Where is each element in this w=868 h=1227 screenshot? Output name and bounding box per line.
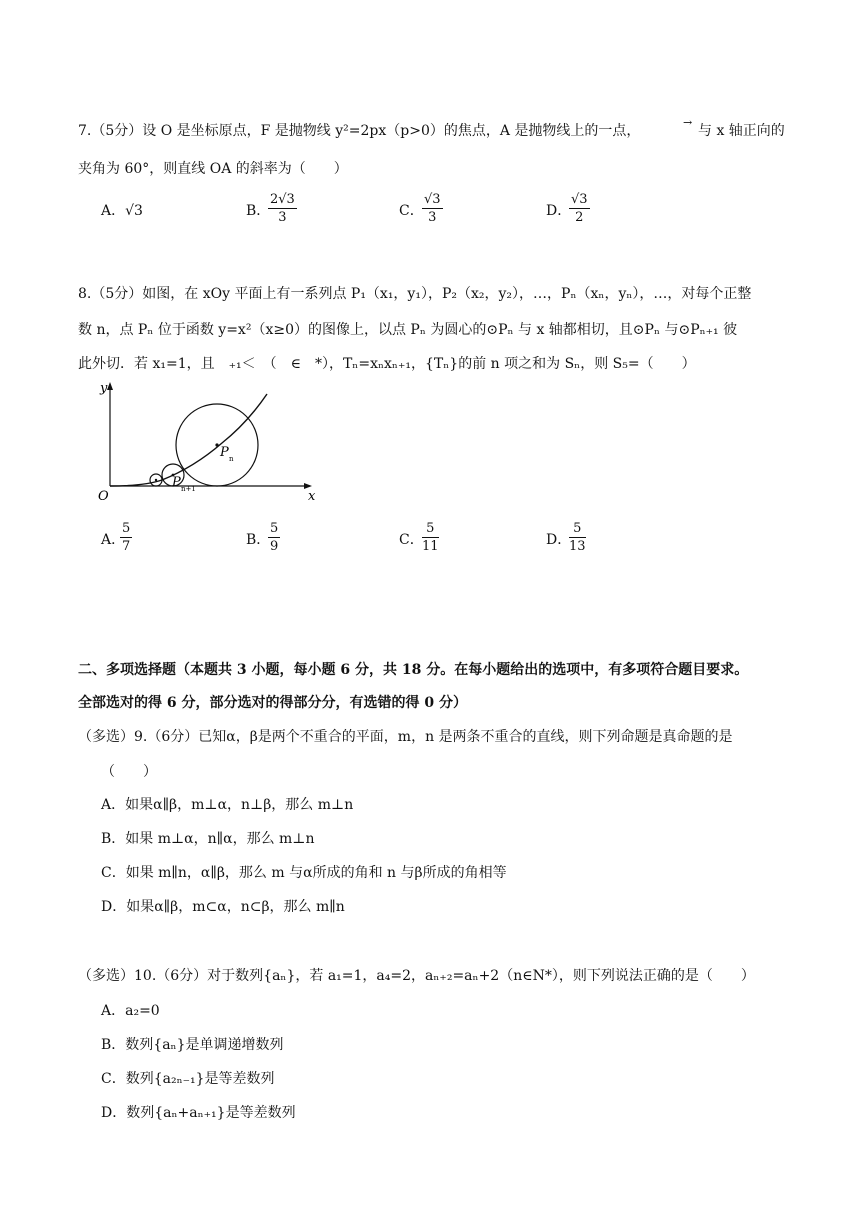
q8-option-a-denominator: 7 (122, 539, 131, 554)
q7-vector-arrow: → (683, 116, 693, 129)
q8-option-a-numerator: 5 (122, 521, 131, 536)
q7-option-a-label: A． (101, 203, 126, 219)
q10-option-b[interactable]: B．数列{aₙ}是单调递增数列 (101, 1037, 284, 1053)
y-axis-arrow (107, 382, 113, 390)
q9-option-d[interactable]: D．如果α∥β，m⊂α，n⊂β，那么 m∥n (101, 899, 345, 915)
q9-option-b[interactable]: B．如果 m⊥α，n∥α，那么 m⊥n (101, 831, 315, 847)
q7-stem-line1-end: 与 x 轴正向的 (698, 123, 785, 139)
q9-option-a[interactable]: A．如果α∥β，m⊥α，n⊥β，那么 m⊥n (101, 797, 354, 813)
pn1-subscript: n+1 (181, 485, 196, 493)
pn-subscript: n (229, 455, 234, 463)
y-axis-label: y (100, 381, 108, 396)
q7-option-c-label[interactable]: C． (399, 203, 424, 219)
q8-option-d-label[interactable]: D． (546, 532, 572, 548)
pn1-label: P (172, 475, 181, 490)
q8-option-b-numerator: 5 (270, 521, 279, 536)
q7-stem-line1 (78, 121, 640, 141)
q8-option-d-denominator: 13 (569, 539, 586, 554)
q8-option-d-numerator: 5 (569, 521, 586, 538)
q8-option-b-label[interactable]: B． (246, 532, 271, 548)
q7-option-c-denominator: 3 (428, 210, 437, 225)
q8-stem-line2: 数 n，点 Pₙ 位于函数 y=x²（x≥0）的图像上，以点 Pₙ 为圆心的⊙Pₙ 与 x 轴都相切，且⊙Pₙ 与⊙Pₙ₊₁ 彼 (78, 322, 738, 338)
point-small (155, 479, 157, 481)
parabola-curve (110, 394, 267, 486)
q8-option-c-denominator: 11 (422, 539, 439, 554)
q8-stem-line3: 此外切．若 x₁=1，且 ₊₁＜ （ ∈ *），Tₙ=xₙxₙ₊₁，{Tₙ}的前 n 项之和为 Sₙ，则 S₅=（ ） (78, 356, 696, 372)
q10-option-c[interactable]: C．数列{a₂ₙ₋₁}是等差数列 (101, 1071, 275, 1087)
q7-option-b-numerator: 2√3 (270, 192, 295, 207)
q7-option-d-fraction (569, 192, 590, 227)
q10-option-a[interactable]: A．a₂=0 (101, 1003, 160, 1019)
q7-option-d-label[interactable]: D． (546, 203, 572, 219)
q7-stem-text: 7.（5分）设 O 是坐标原点，F 是抛物线 y²=2px（p>0）的焦点，A 是抛物线上的一点， (78, 123, 641, 139)
section2-heading-line1: 二、多项选择题（本题共 3 小题，每小题 6 分，共 18 分。在每小题给出的选项中，有多项符合题目要求。 (78, 662, 749, 678)
q8-option-c-label[interactable]: C． (399, 532, 424, 548)
q8-option-c-fraction (422, 521, 439, 556)
x-axis-label: x (308, 489, 316, 504)
section2-heading-line2: 全部选对的得 6 分，部分选对的得部分分，有选错的得 0 分） (78, 695, 467, 711)
q8-option-b-fraction (268, 521, 280, 556)
q7-option-a-value: √3 (125, 203, 143, 219)
q8-option-a-fraction (120, 521, 132, 556)
q8-stem-line1: 8.（5分）如图，在 xOy 平面上有一系列点 P₁（x₁，y₁），P₂（x₂，y₂），…，Pₙ（xₙ，yₙ），…，对每个正整 (78, 286, 752, 302)
q9-stem-line1: （多选）9.（6分）已知α，β是两个不重合的平面，m，n 是两条不重合的直线，则下列命题是真命题的是 (78, 729, 733, 745)
q10-stem-line1: （多选）10.（6分）对于数列{aₙ}，若 a₁=1，a₄=2，aₙ₊₂=aₙ+2（n∈N*），则下列说法正确的是（ ） (78, 968, 755, 984)
q9-option-c[interactable]: C．如果 m∥n，α∥β，那么 m 与α所成的角和 n 与β所成的角相等 (101, 865, 507, 881)
q8-option-b-denominator: 9 (270, 539, 279, 554)
pn-label: P (220, 445, 229, 460)
q7-stem-line2: 夹角为 60°，则直线 OA 的斜率为（ ） (78, 161, 348, 177)
q7-option-c-numerator: √3 (424, 192, 441, 207)
q7-option-a[interactable] (101, 201, 143, 221)
q7-option-d-numerator: √3 (571, 192, 588, 207)
q9-stem-line2: （ ） (101, 764, 157, 780)
q8-option-d-fraction (569, 521, 586, 556)
q7-option-c-fraction (422, 192, 443, 227)
q7-option-b-label[interactable]: B． (246, 203, 271, 219)
q7-option-b-fraction (268, 192, 297, 227)
q10-option-d[interactable]: D．数列{aₙ+aₙ₊₁}是等差数列 (101, 1105, 296, 1121)
q8-figure (92, 376, 332, 504)
q8-option-c-numerator: 5 (422, 521, 439, 538)
q7-option-d-denominator: 2 (575, 210, 584, 225)
q7-option-b-denominator: 3 (278, 210, 287, 225)
origin-label: O (98, 489, 109, 504)
point-pn (215, 443, 218, 446)
q8-option-a-label[interactable]: A． (101, 532, 126, 548)
